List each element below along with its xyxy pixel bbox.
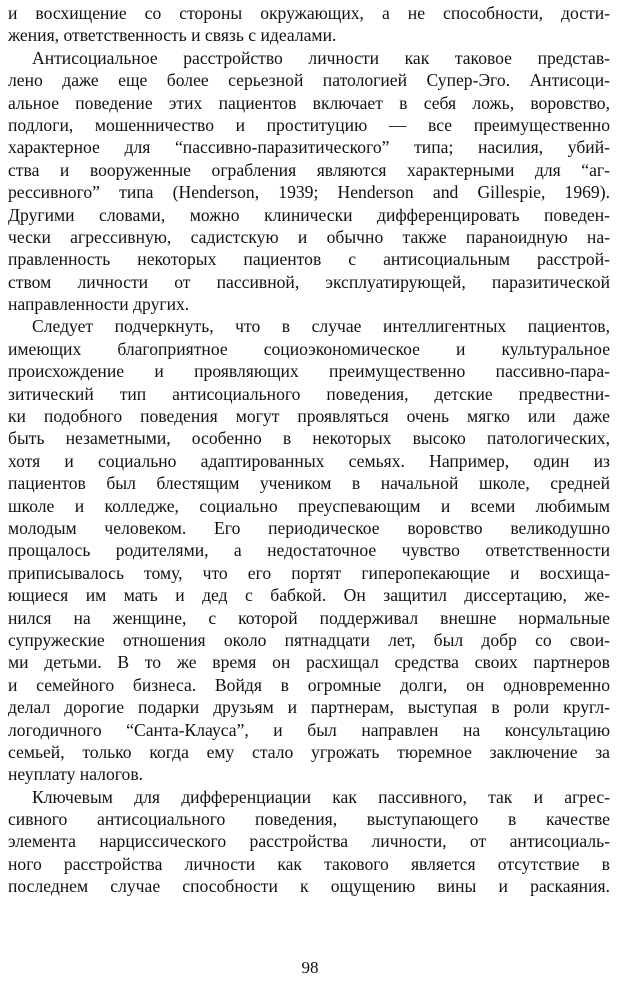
text-line: ми детьми. В то же время он расхищал средства своих партнеров [8, 652, 610, 673]
text-line: приписывалось тому, что его портят гиперопекающие и восхища- [8, 562, 610, 583]
text-line: сивного антисоциального поведения, выступающего в качестве [8, 809, 610, 830]
text-line: жения, ответственность и связь с идеалами. [8, 25, 337, 46]
text-line: характерное для “пассивно-паразитического” типа; насилия, убий- [8, 137, 610, 158]
text-line: ющиеся им мать и дед с бабкой. Он защитил диссертацию, же- [8, 585, 610, 606]
text-line: Антисоциальное расстройство личности как таковое представ- [32, 47, 610, 68]
text-line: и семейного бизнеса. Войдя в огромные долги, он одновременно [8, 674, 610, 695]
text-line: делал дорогие подарки друзьям и партнерам, выступая в роли кругл- [8, 697, 610, 718]
text-line: зитический тип антисоциального поведения, детские предвестни- [8, 383, 610, 404]
page-number: 98 [301, 958, 319, 977]
text-line: имеющих благоприятное социоэкономическое и культуральное [8, 338, 610, 359]
text-line: неуплату налогов. [8, 764, 144, 785]
text-line: альное поведение этих пациентов включает в себя ложь, воровство, [8, 92, 610, 113]
text-line: логодичного “Санта-Клауса”, и был направлен на консультацию [8, 719, 610, 740]
text-line: ства и вооруженные ограбления являются характерными для “аг- [8, 159, 610, 180]
text-line: молодым человеком. Его периодическое воровство великодушно [8, 517, 610, 538]
text-line: семьей, только когда ему стало угрожать тюремное заключение за [8, 741, 610, 762]
text-line: пациентов был блестящим учеником в начальной школе, средней [8, 473, 610, 494]
text-line: рессивного” типа (Henderson, 1939; Henderson and Gillespie, 1969). [8, 182, 610, 203]
text-line: прощалось родителями, а недостаточное чувство ответственности [8, 540, 610, 561]
text-line: супружеские отношения около пятнадцати лет, был добр со свои- [8, 629, 610, 650]
text-line: школе и колледже, социально преуспевающим и всеми любимым [8, 495, 610, 516]
text-line: хотя и социально адаптированных семьях. Например, один из [8, 450, 610, 471]
text-line: направленности других. [8, 294, 190, 315]
text-line: чески агрессивную, садистскую и обычно также параноидную на- [8, 226, 610, 247]
text-line: быть незаметными, особенно в некоторых высоко патологических, [8, 428, 610, 449]
text-line: и восхищение со стороны окружающих, а не способности, дости- [8, 3, 610, 23]
text-line: ки подобного поведения могут проявляться очень мягко или даже [8, 406, 610, 427]
text-line: подлоги, мошенничество и проституцию — все преимущественно [8, 114, 610, 135]
text-line: нился на женщине, с которой поддерживал внешне нормальные [8, 607, 610, 628]
body-text [8, 2, 610, 898]
text-line: правленность некоторых пациентов с антисоциальным расстрой- [8, 249, 610, 270]
text-line: ством личности от пассивной, эксплуатирующей, паразитической [8, 271, 610, 292]
text-line: элемента нарциссического расстройства личности, от антисоциаль- [8, 831, 610, 852]
text-line: последнем случае способности к ощущению вины и раскаяния. [8, 876, 610, 897]
text-line: происхождение и проявляющих преимущественно пассивно-пара- [8, 361, 610, 382]
text-line: лено даже еще более серьезной патологией Супер-Эго. Антисоци- [8, 70, 610, 91]
text-line: ного расстройства личности как такового является отсутствие в [8, 853, 610, 874]
text-line: Ключевым для дифференциации как пассивного, так и агрес- [32, 786, 610, 807]
text-line: Другими словами, можно клинически дифференцировать поведен- [8, 204, 610, 225]
text-line: Следует подчеркнуть, что в случае интеллигентных пациентов, [32, 316, 610, 337]
